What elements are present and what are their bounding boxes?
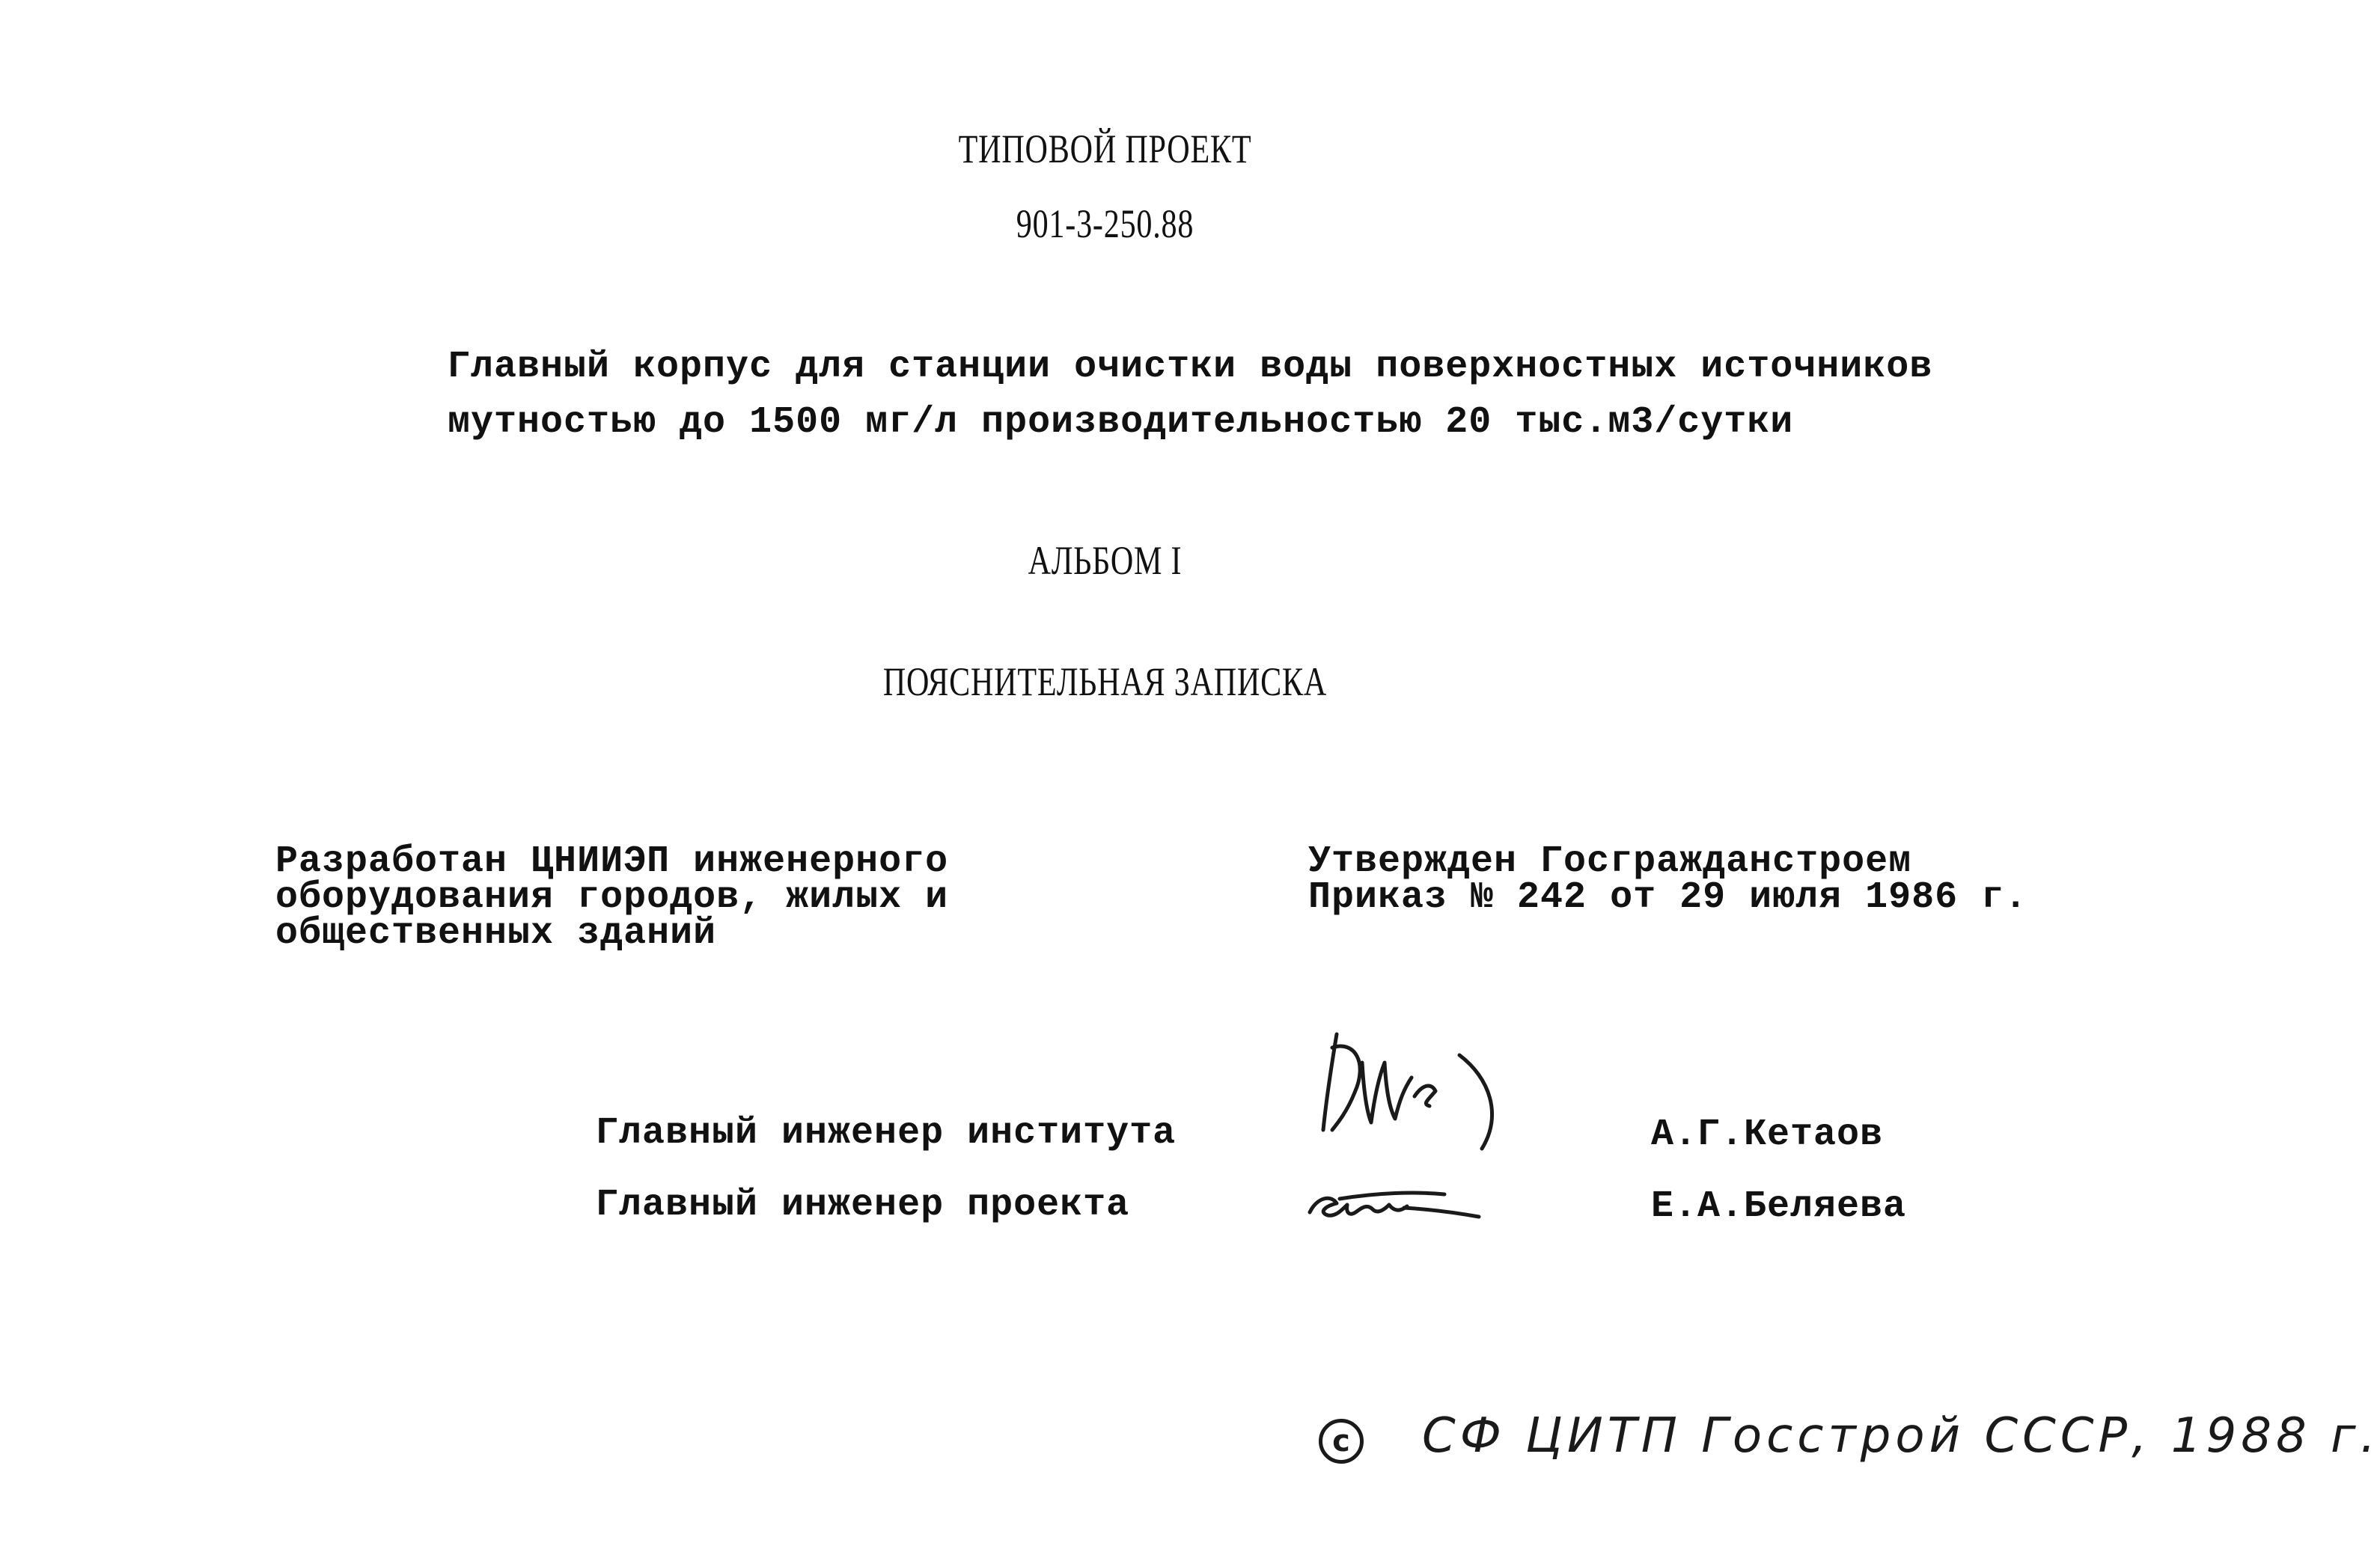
signatory-role-project: Главный инженер проекта — [596, 1184, 1130, 1226]
project-number: 901-3-250.88 — [1016, 201, 1194, 246]
approval-block — [1308, 840, 2028, 919]
copyright-symbol: c — [1319, 1419, 1364, 1464]
description-line-2: мутностью до 1500 мг/л производительностью 20 тыс.м3/сутки — [448, 401, 1794, 444]
signatory-name-institute: А.Г.Кетаов — [1651, 1113, 1884, 1156]
project-description — [448, 340, 1932, 450]
section-title: ПОЯСНИТЕЛЬНАЯ ЗАПИСКА — [882, 659, 1328, 704]
signature-chief-engineer-project — [1295, 1167, 1489, 1235]
developer-line-3: общественных зданий — [275, 912, 717, 955]
developer-block — [275, 840, 949, 955]
description-line-1: Главный корпус для станции очистки воды поверхностных источников — [448, 346, 1933, 388]
signature-chief-engineer-institute — [1302, 1018, 1527, 1167]
developer-line-1: Разработан ЦНИИЭП инженерного — [275, 840, 949, 883]
developer-line-2: оборудования городов, жилых и — [275, 876, 949, 919]
signatory-role-institute: Главный инженер института — [596, 1112, 1177, 1155]
approval-line-1: Утвержден Госгражданстроем — [1308, 840, 1912, 883]
copyright-notice: СФ ЦИТП Госстрой СССР, 1988 г. — [1422, 1408, 2380, 1464]
signatory-name-project: Е.А.Беляева — [1651, 1185, 1907, 1228]
approval-line-2: Приказ № 242 от 29 июля 1986 г. — [1308, 876, 2028, 919]
album-heading: АЛЬБОМ I — [1028, 538, 1183, 583]
document-type-heading: ТИПОВОЙ ПРОЕКТ — [958, 126, 1252, 171]
